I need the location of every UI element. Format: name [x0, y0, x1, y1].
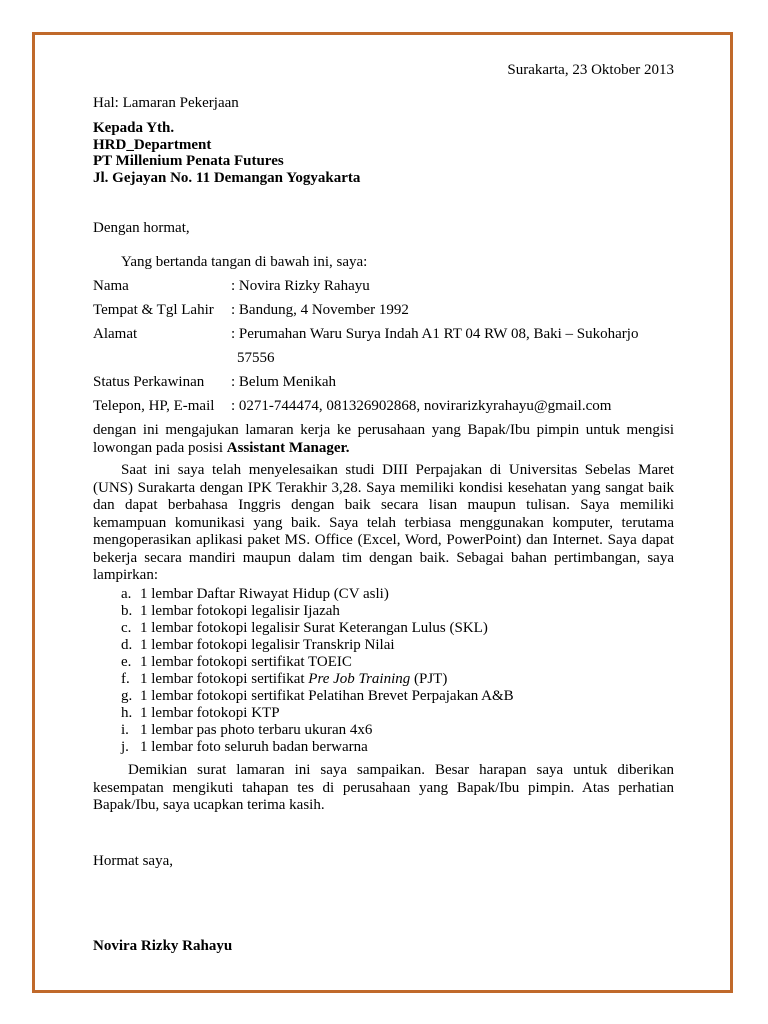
list-marker: g. [121, 688, 133, 704]
intro-line: Yang bertanda tangan di bawah ini, saya: [121, 254, 368, 270]
birth-value: : Bandung, 4 November 1992 [231, 302, 409, 318]
application-text: dengan ini mengajukan lamaran kerja ke perusahaan yang Bapak/Ibu pimpin untuk mengisi lowongan pada posisi [93, 422, 674, 456]
list-item [121, 637, 395, 654]
list-item [121, 654, 352, 671]
status-value: : Belum Menikah [231, 374, 336, 390]
address-value: : Perumahan Waru Surya Indah A1 RT 04 RW 08, Baki – Sukoharjo [231, 326, 639, 342]
subject-line: Hal: Lamaran Pekerjaan [93, 95, 239, 111]
application-paragraph [93, 422, 674, 457]
education-paragraph: Saat ini saya telah menyelesaikan studi DIII Perpajakan di Universitas Sebelas Maret (UNS) Surakarta dengan IPK Terakhir 3,28. Saya memiliki kondisi kesehatan yang sangat baik dan dapat berbahasa Inggris dengan baik secara lisan maupun tulisan. Saya memiliki kemampuan komunikasi yang baik. Saya telah terbiasa menggunakan komputer, terutama mengoperasikan aplikasi paket MS. Office (Excel, Word, PowerPoint) dan Internet. Saya dapat bekerja secara mandiri maupun dalam tim dengan baik. Sebagai bahan pertimbangan, saya lampirkan: [93, 462, 674, 583]
list-text: 1 lembar fotokopi legalisir Surat Keterangan Lulus (SKL) [140, 620, 488, 636]
list-item [121, 705, 280, 722]
status-label: Status Perkawinan [93, 374, 205, 390]
place-date: Surakarta, 23 Oktober 2013 [507, 62, 674, 78]
recipient-address: Jl. Gejayan No. 11 Demangan Yogyakarta [93, 170, 361, 186]
list-item [121, 739, 368, 756]
address-label: Alamat [93, 326, 138, 342]
list-text: 1 lembar fotokopi sertifikat TOEIC [140, 654, 352, 670]
list-text: 1 lembar pas photo terbaru ukuran 4x6 [140, 722, 373, 738]
list-text: 1 lembar Daftar Riwayat Hidup (CV asli) [140, 586, 389, 602]
address-postcode: 57556 [237, 350, 275, 366]
list-text-suffix: (PJT) [410, 671, 448, 687]
list-marker: f. [121, 671, 130, 687]
list-marker: d. [121, 637, 133, 653]
list-marker: a. [121, 586, 132, 602]
contact-label: Telepon, HP, E-mail [93, 398, 215, 414]
list-marker: i. [121, 722, 129, 738]
list-item [121, 586, 389, 603]
list-text-italic: Pre Job Training [308, 671, 411, 687]
list-text: 1 lembar foto seluruh badan berwarna [140, 739, 368, 755]
list-text: 1 lembar fotokopi sertifikat Pelatihan Brevet Perpajakan A&B [140, 688, 514, 704]
name-label: Nama [93, 278, 129, 294]
list-marker: e. [121, 654, 132, 670]
list-item [121, 603, 340, 620]
list-item [121, 620, 488, 637]
list-text: 1 lembar fotokopi legalisir Transkrip Nilai [140, 637, 395, 653]
list-item [121, 722, 372, 739]
list-marker: h. [121, 705, 133, 721]
list-marker: j. [121, 739, 129, 755]
signature-name: Novira Rizky Rahayu [93, 938, 233, 954]
list-marker: c. [121, 620, 132, 636]
list-marker: b. [121, 603, 133, 619]
sign-off: Hormat saya, [93, 853, 173, 869]
birth-label: Tempat & Tgl Lahir [93, 302, 214, 318]
list-text: 1 lembar fotokopi legalisir Ijazah [140, 603, 340, 619]
list-item [121, 671, 447, 688]
recipient-greeting: Kepada Yth. [93, 120, 175, 136]
recipient-company: PT Millenium Penata Futures [93, 153, 284, 169]
list-text: 1 lembar fotokopi sertifikat [140, 671, 309, 687]
greeting: Dengan hormat, [93, 220, 190, 236]
name-value: : Novira Rizky Rahayu [231, 278, 370, 294]
contact-value: : 0271-744474, 081326902868, novirarizkyrahayu@gmail.com [231, 398, 612, 414]
closing-paragraph: Demikian surat lamaran ini saya sampaikan. Besar harapan saya untuk diberikan kesempatan mengikuti tahapan tes di perusahaan yang Bapak/Ibu pimpin. Atas perhatian Bapak/Ibu, saya ucapkan terima kasih. [93, 762, 674, 813]
recipient-department: HRD_Department [93, 137, 212, 153]
position-title: Assistant Manager. [226, 439, 350, 456]
list-item [121, 688, 514, 705]
list-text: 1 lembar fotokopi KTP [140, 705, 280, 721]
